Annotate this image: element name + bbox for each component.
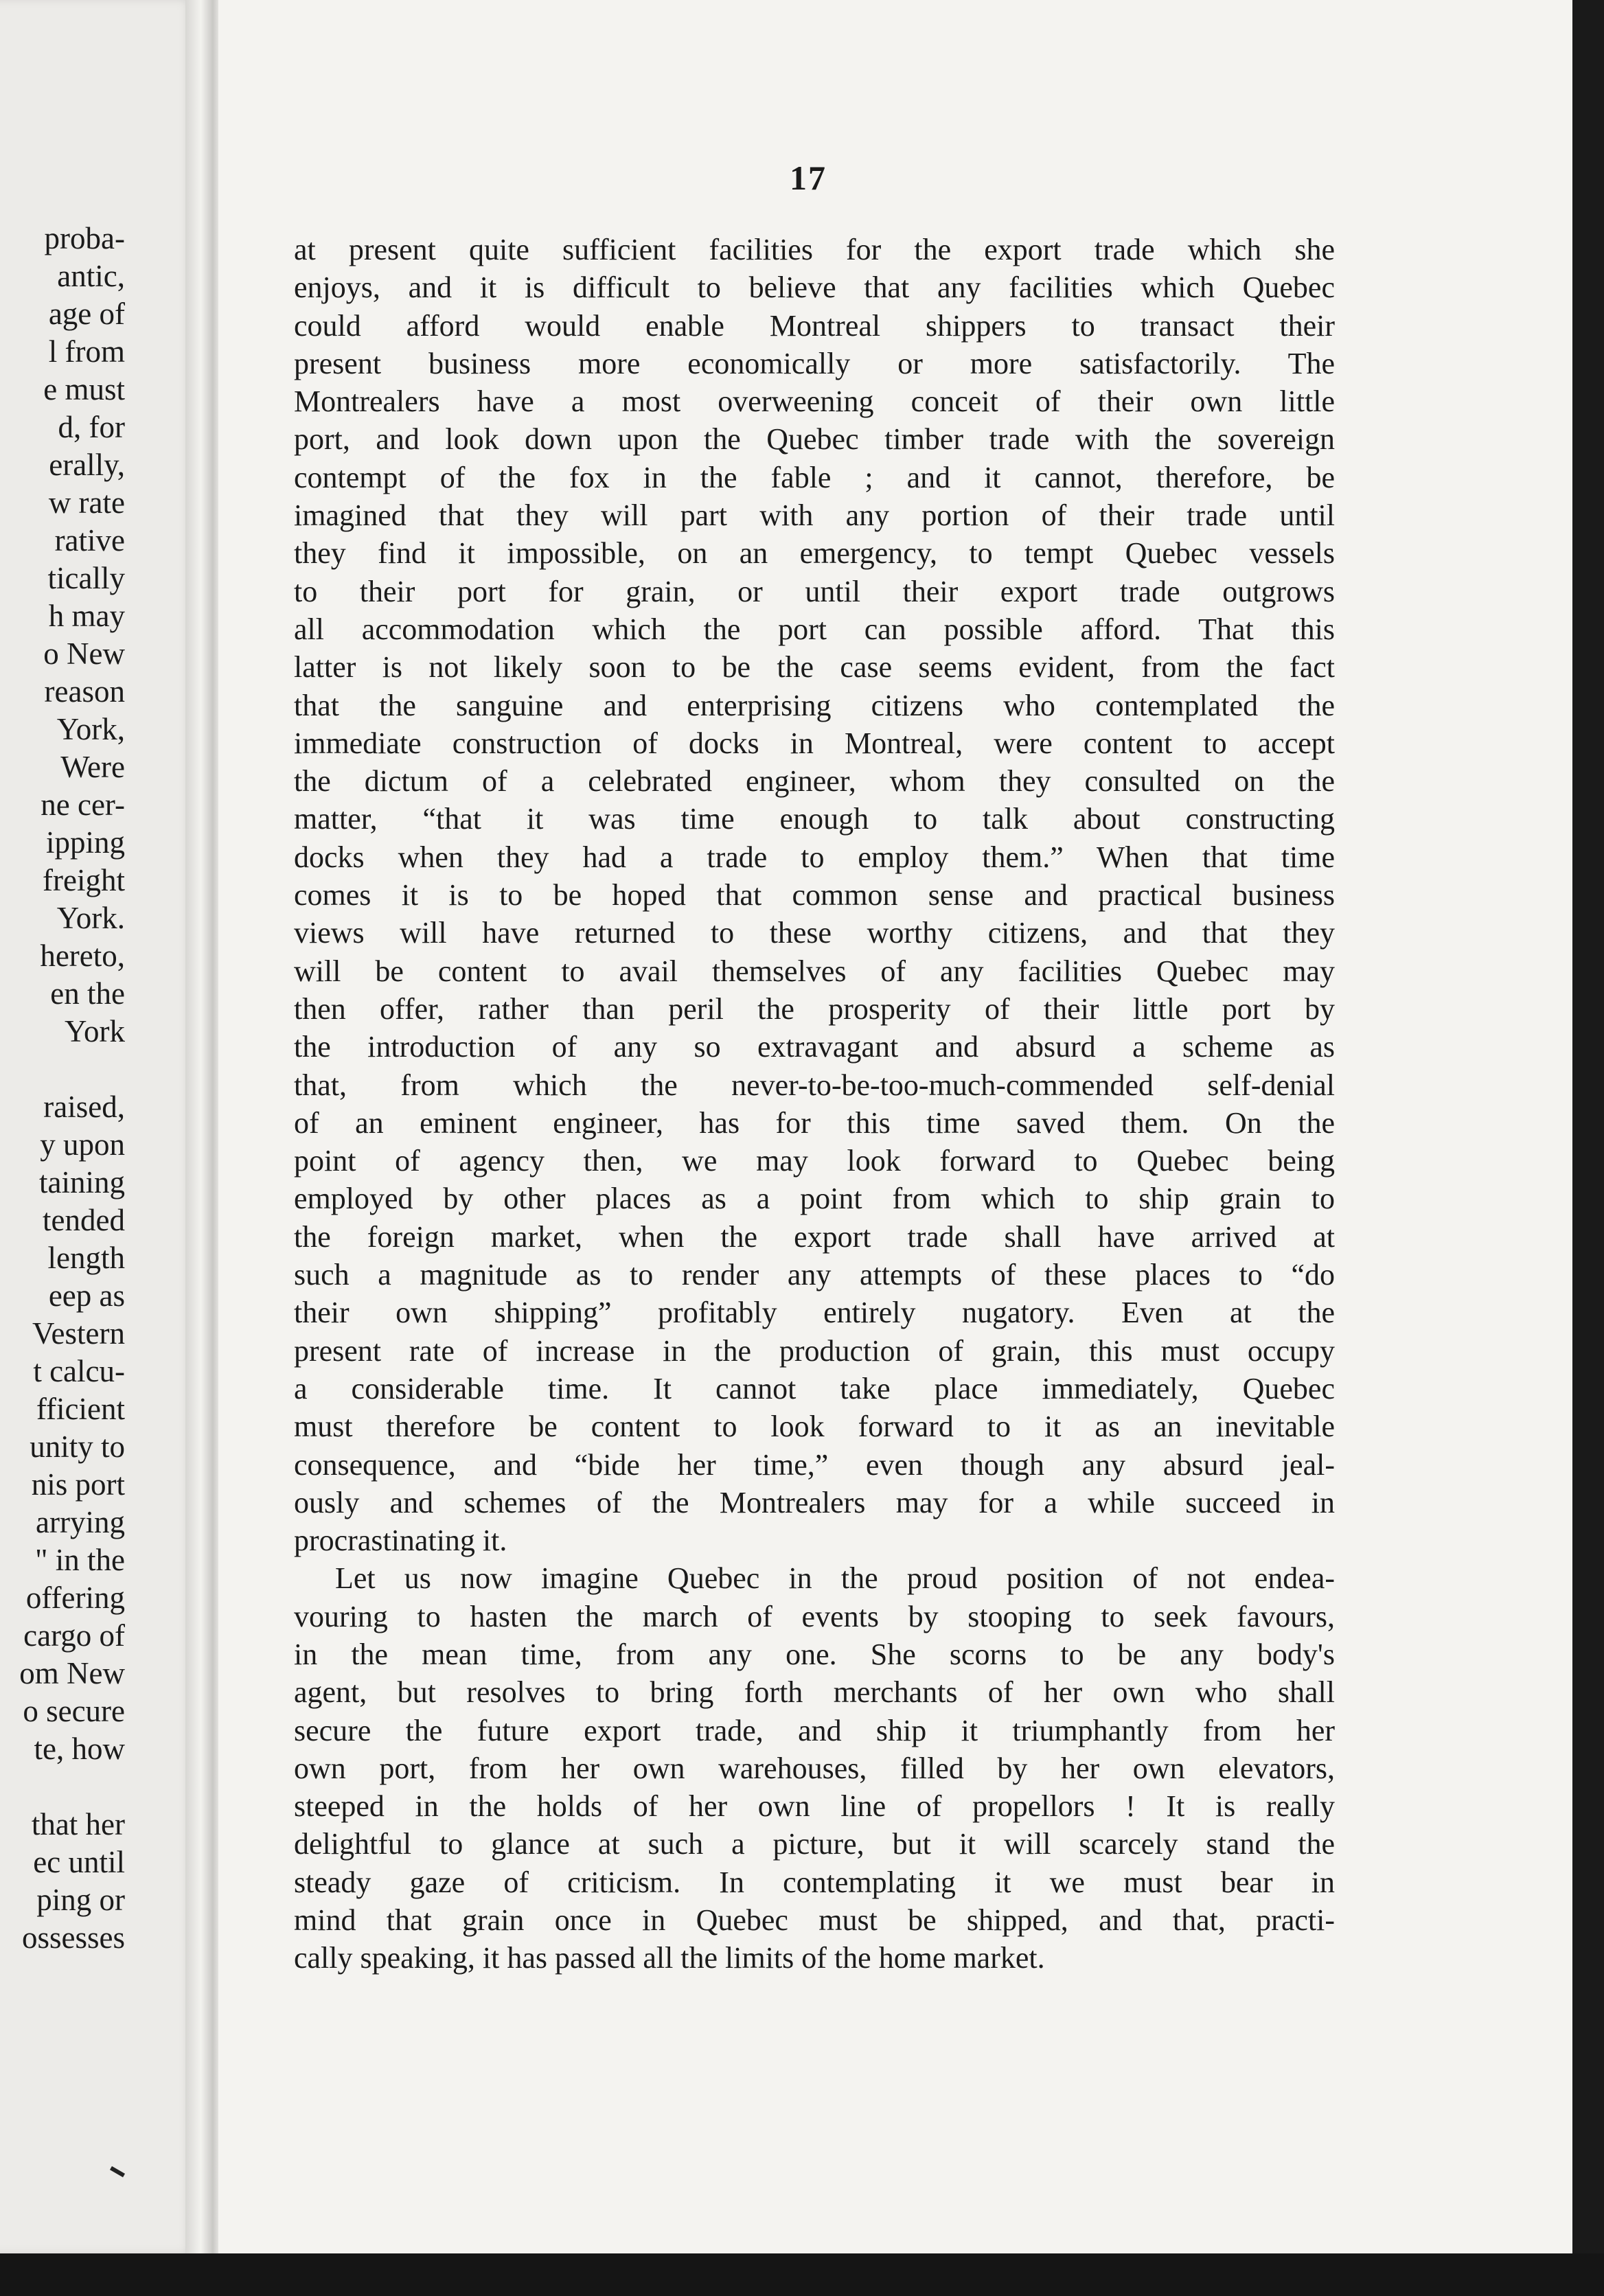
- text-line: immediate construction of docks in Montreal, were content to accept: [294, 726, 1335, 760]
- left-fragment-line: offering: [25, 1581, 125, 1615]
- text-line: agent, but resolves to bring forth merchants of her own who shall: [294, 1675, 1335, 1710]
- text-line: docks when they had a trade to employ them.” When that time: [294, 840, 1335, 874]
- left-fragment-line: proba-: [44, 221, 125, 255]
- left-fragment-line: Vestern: [32, 1316, 125, 1351]
- ink-mark: [110, 2166, 125, 2177]
- text-line: they find it impossible, on an emergency, to tempt Quebec vessels: [294, 536, 1335, 571]
- left-fragment-line: freight: [43, 863, 125, 897]
- left-fragment-line: York.: [56, 901, 125, 935]
- text-line: to their port for grain, or until their export trade outgrows: [294, 574, 1335, 608]
- left-page: [0, 0, 199, 2253]
- text-line: of an eminent engineer, has for this time saved them. On the: [294, 1105, 1335, 1140]
- text-line: mind that grain once in Quebec must be shipped, and that, practi-: [294, 1903, 1335, 1938]
- text-line: that the sanguine and enterprising citizens who contemplated the: [294, 688, 1335, 722]
- text-line: that, from which the never-to-be-too-much-commended self-denial: [294, 1068, 1335, 1102]
- text-line: the dictum of a celebrated engineer, whom they consulted on the: [294, 764, 1335, 799]
- text-line: steady gaze of criticism. In contemplating it we must bear in: [294, 1865, 1335, 1899]
- left-fragment-line: that her: [31, 1807, 125, 1841]
- left-fragment-line: fficient: [36, 1392, 125, 1426]
- left-fragment-line: e must: [43, 372, 125, 406]
- left-fragment-line: ipping: [45, 825, 125, 860]
- text-line: present rate of increase in the production of grain, this must occupy: [294, 1333, 1335, 1368]
- left-fragment-line: Were: [60, 750, 125, 784]
- body-text: [294, 231, 1335, 1977]
- text-line: enjoys, and it is difficult to believe that any facilities which Quebec: [294, 271, 1335, 305]
- text-line: matter, “that it was time enough to talk about constructing: [294, 802, 1335, 836]
- text-line: a considerable time. It cannot take place immediately, Quebec: [294, 1371, 1335, 1405]
- left-fragment-line: [0, 1051, 125, 1088]
- left-fragment-line: rative: [54, 523, 125, 558]
- text-line: ously and schemes of the Montrealers may for a while succeed in: [294, 1485, 1335, 1519]
- bottom-strip: [0, 2253, 1604, 2296]
- left-fragment-line: ne cer-: [41, 788, 125, 822]
- left-fragment-line: hereto,: [40, 939, 125, 973]
- text-line: secure the future export trade, and ship it triumphantly from her: [294, 1713, 1335, 1747]
- left-fragment-line: ossesses: [21, 1920, 125, 1955]
- text-line: could afford would enable Montreal shippers to transact their: [294, 308, 1335, 343]
- text-line: latter is not likely soon to be the case seems evident, from the fact: [294, 650, 1335, 685]
- left-fragment-line: York,: [56, 712, 125, 746]
- left-fragment-line: o secure: [23, 1694, 125, 1728]
- text-line: must therefore be content to look forward to it as an inevitable: [294, 1410, 1335, 1444]
- right-edge: [1572, 0, 1604, 2296]
- left-fragment-line: length: [47, 1241, 125, 1275]
- text-line: then offer, rather than peril the prosperity of their little port by: [294, 991, 1335, 1026]
- text-line: procrastinating it.: [294, 1524, 507, 1558]
- text-line: cally speaking, it has passed all the limits of the home market.: [294, 1941, 1045, 1975]
- text-line: imagined that they will part with any portion of their trade until: [294, 498, 1335, 533]
- left-fragment-line: [0, 1768, 125, 1806]
- text-line: contempt of the fox in the fable ; and it cannot, therefore, be: [294, 460, 1335, 494]
- left-fragment-line: antic,: [57, 259, 125, 293]
- text-line: Let us now imagine Quebec in the proud position of not endea-: [335, 1561, 1335, 1596]
- text-line: the introduction of any so extravagant and absurd a scheme as: [294, 1030, 1335, 1064]
- left-fragment-line: l from: [48, 334, 125, 369]
- text-line: views will have returned to these worthy citizens, and that they: [294, 916, 1335, 950]
- left-fragment-line: en the: [50, 976, 125, 1011]
- left-fragment-line: o New: [43, 636, 125, 671]
- page-number: 17: [790, 159, 827, 197]
- text-line: present business more economically or more satisfactorily. The: [294, 346, 1335, 380]
- left-fragment-line: age of: [48, 297, 125, 331]
- text-line: own port, from her own warehouses, filled by her own elevators,: [294, 1751, 1335, 1785]
- left-fragment-line: w rate: [48, 485, 125, 520]
- left-fragment-line: raised,: [43, 1090, 125, 1124]
- left-fragment-line: ec until: [33, 1845, 125, 1879]
- text-line: comes it is to be hoped that common sense and practical business: [294, 878, 1335, 912]
- left-fragment-line: erally,: [49, 448, 125, 482]
- text-line: such a magnitude as to render any attempts of these places to “do: [294, 1258, 1335, 1292]
- text-line: employed by other places as a point from which to ship grain to: [294, 1182, 1335, 1216]
- text-line: port, and look down upon the Quebec timber trade with the sovereign: [294, 422, 1335, 457]
- text-line: at present quite sufficient facilities for the export trade which she: [294, 233, 1335, 266]
- text-line: point of agency then, we may look forward to Quebec being: [294, 1144, 1335, 1178]
- left-fragment-line: nis port: [31, 1467, 125, 1502]
- left-fragment-line: d, for: [58, 410, 125, 444]
- left-fragment-line: taining: [39, 1165, 125, 1199]
- text-line: will be content to avail themselves of any facilities Quebec may: [294, 954, 1335, 988]
- text-line: their own shipping” profitably entirely nugatory. Even at the: [294, 1296, 1335, 1330]
- left-fragment-line: tically: [47, 561, 125, 595]
- book-gutter: [185, 0, 220, 2253]
- text-line: Montrealers have a most overweening conceit of their own little: [294, 384, 1335, 419]
- left-fragment-line: reason: [44, 674, 125, 709]
- left-fragment-line: cargo of: [23, 1618, 125, 1653]
- left-fragment-line: h may: [48, 599, 125, 633]
- text-line: in the mean time, from any one. She scorns to be any body's: [294, 1637, 1335, 1671]
- text-line: the foreign market, when the export trade shall have arrived at: [294, 1219, 1335, 1254]
- left-fragment-line: York: [65, 1014, 125, 1048]
- text-line: consequence, and “bide her time,” even though any absurd jeal-: [294, 1447, 1335, 1482]
- text-line: vouring to hasten the march of events by stooping to seek favours,: [294, 1599, 1335, 1633]
- left-fragment-line: unity to: [30, 1430, 125, 1464]
- left-fragment-line: ping or: [36, 1883, 125, 1917]
- left-fragment-line: arrying: [36, 1505, 125, 1539]
- text-line: all accommodation which the port can possible afford. That this: [294, 612, 1335, 646]
- left-fragment-line: y upon: [40, 1127, 125, 1162]
- left-fragment-line: t calcu-: [33, 1354, 125, 1388]
- left-fragment-line: om New: [19, 1656, 125, 1690]
- left-fragment-line: tended: [43, 1203, 125, 1237]
- text-line: steeped in the holds of her own line of propellors ! It is really: [294, 1789, 1335, 1824]
- left-page-fragments: [0, 220, 125, 1957]
- left-fragment-line: eep as: [48, 1278, 125, 1313]
- left-fragment-line: te, how: [34, 1732, 125, 1766]
- left-fragment-line: " in the: [35, 1543, 125, 1577]
- text-line: delightful to glance at such a picture, but it will scarcely stand the: [294, 1827, 1335, 1861]
